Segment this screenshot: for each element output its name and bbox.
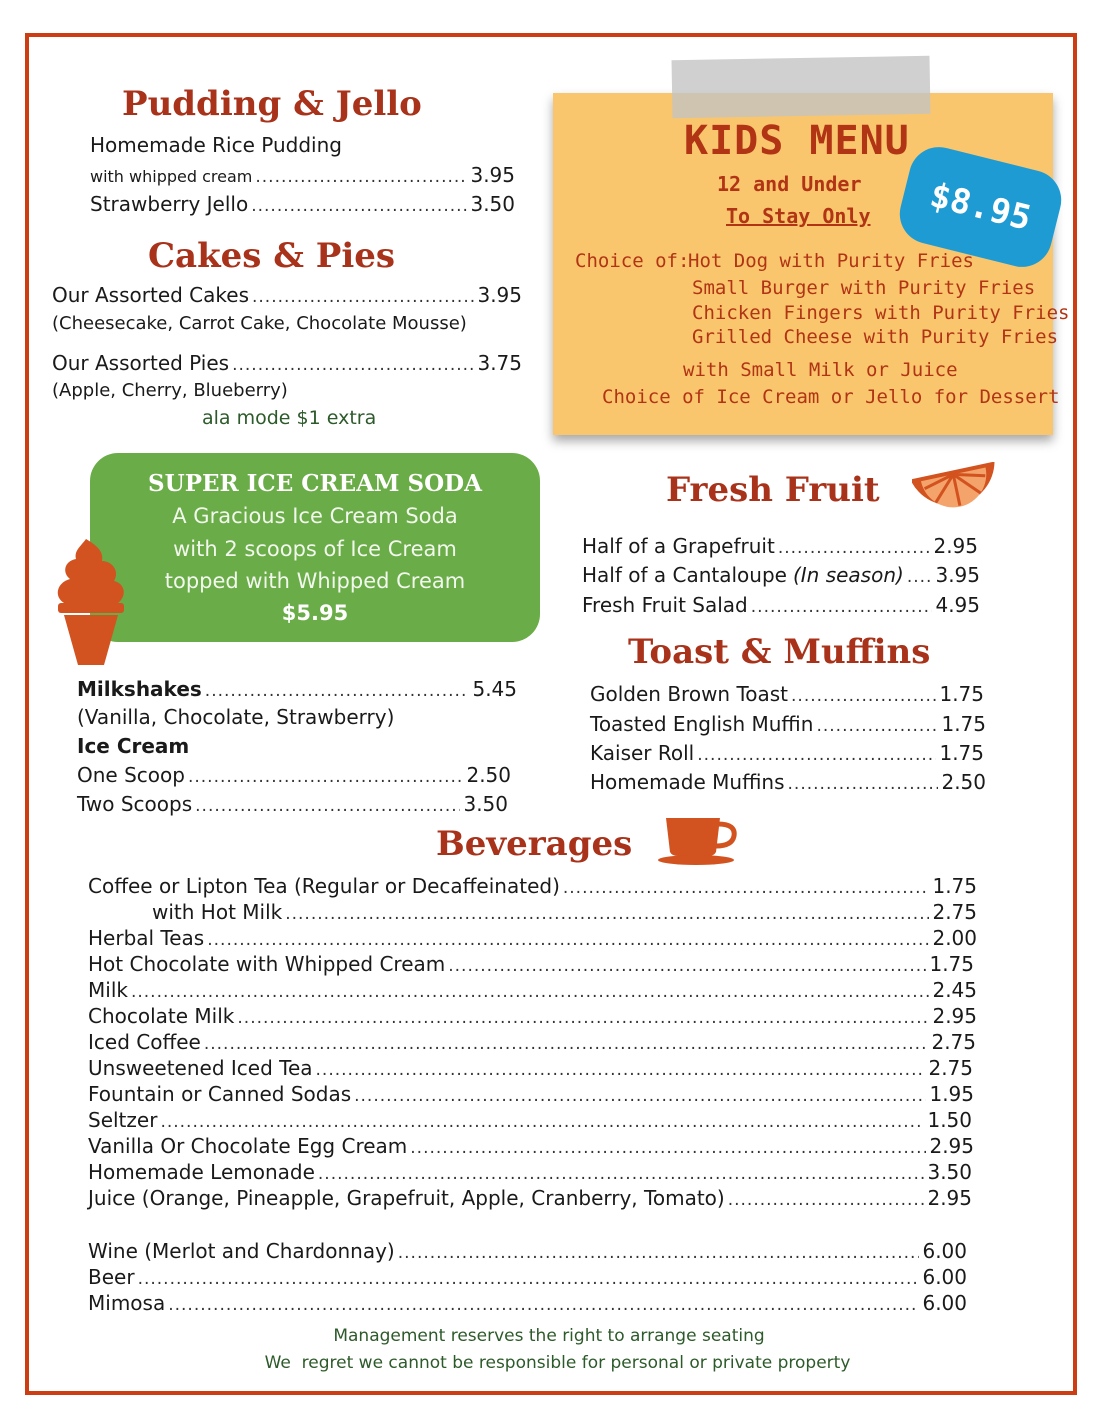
item-price: 2.95: [933, 534, 978, 558]
item-name: Kaiser Roll: [590, 741, 695, 765]
beverages-heading: Beverages: [436, 824, 633, 864]
item-note: (In season): [792, 563, 904, 587]
menu-item-row: [88, 1056, 973, 1082]
pies-description: (Apple, Cherry, Blueberry): [52, 380, 288, 401]
leader-dots: [195, 792, 460, 816]
leader-dots: [251, 192, 467, 216]
item-price: 2.95: [932, 1004, 977, 1028]
item-price: 6.00: [922, 1239, 967, 1263]
item-price: 1.95: [929, 1082, 974, 1106]
kids-choice-item: Small Burger with Purity Fries: [692, 277, 1036, 299]
menu-item-row: [88, 1239, 967, 1265]
item-name: Half of a Grapefruit: [582, 534, 775, 558]
kids-choice-item: Chicken Fingers with Purity Fries: [692, 302, 1070, 324]
soda-description-line: topped with Whipped Cream: [164, 569, 466, 593]
menu-item-row: [88, 1265, 967, 1291]
item-price: 3.95: [470, 163, 515, 187]
kids-stay-note: To Stay Only: [726, 204, 871, 228]
item-name: Half of a Cantaloupe: [582, 563, 787, 587]
menu-item-row: [590, 741, 984, 765]
item-price: 3.50: [927, 1160, 972, 1184]
menu-item-row: [582, 593, 980, 617]
item-name: Mimosa: [88, 1291, 166, 1315]
item-price: 2.75: [932, 900, 977, 924]
ice-cream-subheading: Ice Cream: [77, 734, 190, 758]
menu-item-row: [88, 1004, 977, 1030]
menu-item-row: [590, 770, 986, 794]
item-price: 6.00: [922, 1291, 967, 1315]
pudding-jello-heading: Pudding & Jello: [122, 84, 422, 124]
kids-price: $8.95: [925, 175, 1035, 239]
leader-dots: [188, 763, 464, 787]
leader-dots: [791, 682, 936, 706]
leader-dots: [207, 926, 929, 950]
item-name: Two Scoops: [77, 792, 193, 816]
item-price: 3.95: [935, 563, 980, 587]
leader-dots: [778, 534, 931, 558]
beverage-list: [88, 874, 978, 1317]
menu-item-row: [590, 712, 986, 736]
item-price: 3.50: [463, 792, 508, 816]
item-name: Golden Brown Toast: [590, 682, 789, 706]
ala-mode-note: ala mode $1 extra: [202, 407, 377, 429]
item-price: 1.50: [927, 1108, 972, 1132]
menu-item-row: [590, 682, 984, 706]
menu-item-row: [90, 192, 515, 216]
item-name: One Scoop: [77, 763, 185, 787]
menu-item-row: [88, 926, 977, 952]
fresh-fruit-heading: Fresh Fruit: [666, 470, 880, 510]
item-price: 3.50: [470, 192, 515, 216]
coffee-cup-icon: [658, 814, 740, 866]
item-price: 2.45: [932, 978, 977, 1002]
kids-choice-label: Choice of:: [575, 250, 690, 272]
ice-cream-cone-icon: [52, 537, 128, 667]
menu-item-row: [88, 1186, 972, 1212]
item-name: Herbal Teas: [88, 926, 205, 950]
spacer: [88, 1212, 978, 1239]
item-name: Coffee or Lipton Tea (Regular or Decaffeinated): [88, 874, 560, 898]
item-name: Homemade Muffins: [590, 770, 785, 794]
menu-item-row: [88, 952, 974, 978]
toast-muffins-heading: Toast & Muffins: [628, 632, 931, 672]
item-price: 5.45: [472, 677, 517, 701]
item-price: 2.95: [927, 1186, 972, 1210]
menu-item-row: [77, 763, 511, 787]
item-price: 2.75: [928, 1056, 973, 1080]
menu-item-row: [90, 163, 515, 187]
item-name: Wine (Merlot and Chardonnay): [88, 1239, 395, 1263]
item-name: Vanilla Or Chocolate Egg Cream: [88, 1134, 408, 1158]
item-price: 2.75: [931, 1030, 976, 1054]
leader-dots: [697, 741, 936, 765]
orange-slice-icon: [912, 462, 1002, 524]
leader-dots: [131, 978, 930, 1002]
leader-dots: [252, 283, 474, 307]
leader-dots: [354, 1082, 926, 1106]
kids-drink-note: with Small Milk or Juice: [683, 359, 958, 381]
kids-menu-title: KIDS MENU: [684, 118, 910, 164]
menu-item-row: [52, 351, 522, 375]
leader-dots: [138, 1265, 920, 1289]
soda-price: $5.95: [281, 601, 349, 625]
item-name: Homemade Lemonade: [88, 1160, 315, 1184]
item-name: Fountain or Canned Sodas: [88, 1082, 352, 1106]
item-price: 6.00: [922, 1265, 967, 1289]
item-price: 3.75: [477, 351, 522, 375]
item-name: Seltzer: [88, 1108, 158, 1132]
rice-pudding-name: Homemade Rice Pudding: [90, 133, 342, 157]
item-name: Hot Chocolate with Whipped Cream: [88, 952, 446, 976]
item-name: with Hot Milk: [152, 900, 283, 924]
soda-description-line: with 2 scoops of Ice Cream: [173, 537, 457, 561]
cakes-description: (Cheesecake, Carrot Cake, Chocolate Mousse): [52, 313, 467, 334]
cakes-pies-heading: Cakes & Pies: [148, 236, 396, 276]
menu-item-row: [582, 534, 978, 558]
leader-dots: [237, 1004, 929, 1028]
milkshake-flavors: (Vanilla, Chocolate, Strawberry): [77, 705, 395, 729]
menu-item-row: [88, 1082, 974, 1108]
item-name: Fresh Fruit Salad: [582, 593, 748, 617]
item-price: 1.75: [932, 874, 977, 898]
menu-item-row: [88, 978, 977, 1004]
leader-dots: [204, 1030, 929, 1054]
menu-item-row: [77, 677, 517, 701]
leader-dots: [788, 770, 939, 794]
menu-item-row: [77, 792, 508, 816]
item-price: 1.75: [939, 682, 984, 706]
item-name: Iced Coffee: [88, 1030, 201, 1054]
item-name: Milkshakes: [77, 677, 202, 701]
leader-dots: [232, 351, 474, 375]
menu-item-row: [88, 1030, 976, 1056]
item-price: 1.75: [939, 741, 984, 765]
leader-dots: [448, 952, 926, 976]
leader-dots: [168, 1291, 919, 1315]
leader-dots: [160, 1108, 924, 1132]
leader-dots: [285, 900, 929, 924]
menu-item-row: [88, 874, 977, 900]
footer-seating-note: Management reserves the right to arrange seating: [333, 1326, 765, 1346]
leader-dots: [398, 1239, 920, 1263]
item-price: 2.50: [466, 763, 511, 787]
kids-dessert-note: Choice of Ice Cream or Jello for Dessert: [602, 386, 1060, 408]
leader-dots: [728, 1186, 925, 1210]
kids-choice-item: Grilled Cheese with Purity Fries: [692, 326, 1059, 348]
leader-dots: [316, 1056, 926, 1080]
menu-item-row: [88, 900, 977, 926]
leader-dots: [751, 593, 933, 617]
item-name: Chocolate Milk: [88, 1004, 235, 1028]
leader-dots: [205, 677, 470, 701]
item-price: 1.75: [941, 712, 986, 736]
rice-pudding-sub: with whipped cream: [90, 167, 253, 186]
leader-dots: [255, 163, 467, 187]
menu-item-row: [88, 1134, 974, 1160]
item-name: Beer: [88, 1265, 135, 1289]
menu-item-row: [582, 563, 980, 587]
leader-dots: [563, 874, 930, 898]
item-name: Juice (Orange, Pineapple, Grapefruit, Apple, Cranberry, Tomato): [88, 1186, 725, 1210]
tape-strip: [672, 56, 931, 118]
leader-dots: [816, 712, 938, 736]
soda-title: SUPER ICE CREAM SODA: [148, 470, 482, 497]
kids-choice-item: Hot Dog with Purity Fries: [688, 250, 974, 272]
item-name: Toasted English Muffin: [590, 712, 814, 736]
item-price: 2.00: [932, 926, 977, 950]
item-price: 4.95: [935, 593, 980, 617]
menu-item-row: [88, 1108, 972, 1134]
item-name: Unsweetened Iced Tea: [88, 1056, 313, 1080]
footer-property-note: We regret we cannot be responsible for personal or private property: [264, 1353, 851, 1373]
item-name: Our Assorted Cakes: [52, 283, 249, 307]
menu-item-row: [88, 1160, 972, 1186]
leader-dots: [410, 1134, 926, 1158]
kids-age-note: 12 and Under: [717, 172, 862, 196]
leader-dots: [907, 563, 933, 587]
item-name: Strawberry Jello: [90, 192, 249, 216]
menu-item-row: [88, 1291, 967, 1317]
leader-dots: [318, 1160, 925, 1184]
soda-description-line: A Gracious Ice Cream Soda: [172, 504, 458, 528]
item-price: 1.75: [929, 952, 974, 976]
item-price: 2.95: [929, 1134, 974, 1158]
menu-item-row: [52, 283, 522, 307]
item-name: Our Assorted Pies: [52, 351, 230, 375]
item-name: Milk: [88, 978, 128, 1002]
item-price: 3.95: [477, 283, 522, 307]
item-price: 2.50: [941, 770, 986, 794]
